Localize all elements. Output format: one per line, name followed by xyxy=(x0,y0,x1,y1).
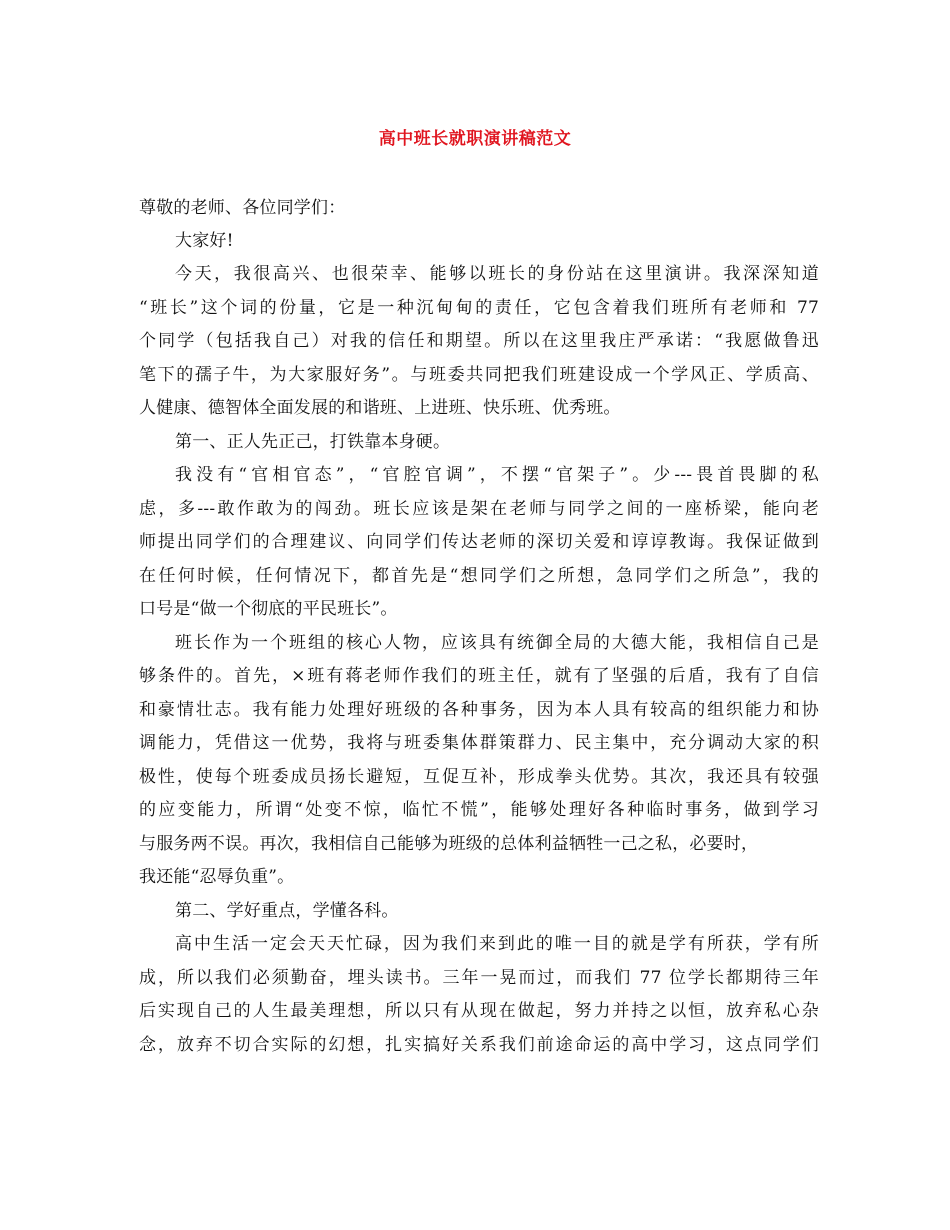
paragraph-line: 班长作为一个班组的核心人物，应该具有统御全局的大德大能，我相信自己是 xyxy=(175,633,819,653)
paragraph-line: 够条件的。首先，×班有蒋老师作我们的班主任，就有了坚强的后盾，我有了自信 xyxy=(139,666,819,686)
paragraph-line: 口号是“做一个彻底的平民班长”。 xyxy=(139,599,398,619)
paragraph-line: 我没有“官相官态”，“官腔官调”，不摆“官架子”。少---畏首畏脚的私 xyxy=(175,465,819,485)
paragraph-line: 后实现自己的人生最美理想，所以只有从现在做起，努力并持之以恒，放弃私心杂 xyxy=(139,1001,819,1021)
paragraph-line: 我还能“忍辱负重”。 xyxy=(139,867,295,887)
paragraph-line: 今天，我很高兴、也很荣幸、能够以班长的身份站在这里演讲。我深深知道 xyxy=(175,264,819,284)
document-title: 高中班长就职演讲稿范文 xyxy=(378,129,572,149)
paragraph-line: 调能力，凭借这一优势，我将与班委集体群策群力、民主集中，充分调动大家的积 xyxy=(139,733,819,753)
paragraph-line: 师提出同学们的合理建议、向同学们传达老师的深切关爱和谆谆教诲。我保证做到 xyxy=(139,532,819,552)
paragraph-line: 极性，使每个班委成员扬长避短，互促互补，形成拳头优势。其次，我还具有较强 xyxy=(139,767,819,787)
paragraph-line: 念，放弃不切合实际的幻想，扎实搞好关系我们前途命运的高中学习，这点同学们 xyxy=(139,1035,819,1055)
greeting-line: 大家好! xyxy=(175,231,234,251)
paragraph-line: 虑，多---敢作敢为的闯劲。班长应该是架在老师与同学之间的一座桥梁，能向老 xyxy=(139,499,819,519)
section-heading: 第二、学好重点，学懂各科。 xyxy=(175,901,399,921)
paragraph-line: 在任何时候，任何情况下，都首先是“想同学们之所想，急同学们之所急”，我的 xyxy=(139,566,819,586)
paragraph-line: 人健康、德智体全面发展的和谐班、上进班、快乐班、优秀班。 xyxy=(139,398,621,418)
salutation-line: 尊敬的老师、各位同学们： xyxy=(139,198,346,218)
paragraph-line: 与服务两不误。再次，我相信自己能够为班级的总体利益牺牲一己之私，必要时， xyxy=(139,834,759,854)
paragraph-line: 笔下的孺子牛，为大家服好务”。与班委共同把我们班建设成一个学风正、学质高、 xyxy=(139,365,819,385)
paragraph-line: 个同学（包括我自己）对我的信任和期望。所以在这里我庄严承诺：“我愿做鲁迅 xyxy=(139,331,819,351)
paragraph-line: 高中生活一定会天天忙碌，因为我们来到此的唯一目的就是学有所获，学有所 xyxy=(175,934,819,954)
paragraph-line: 和豪情壮志。我有能力处理好班级的各种事务，因为本人具有较高的组织能力和协 xyxy=(139,700,819,720)
paragraph-line: 成，所以我们必须勤奋，埋头读书。三年一晃而过，而我们 77 位学长都期待三年 xyxy=(139,968,819,988)
section-heading: 第一、正人先正己，打铁靠本身硬。 xyxy=(175,432,451,452)
paragraph-line: “班长”这个词的份量，它是一种沉甸甸的责任，它包含着我们班所有老师和 77 xyxy=(139,298,819,318)
paragraph-line: 的应变能力，所谓“处变不惊，临忙不慌”，能够处理好各种临时事务，做到学习 xyxy=(139,800,819,820)
